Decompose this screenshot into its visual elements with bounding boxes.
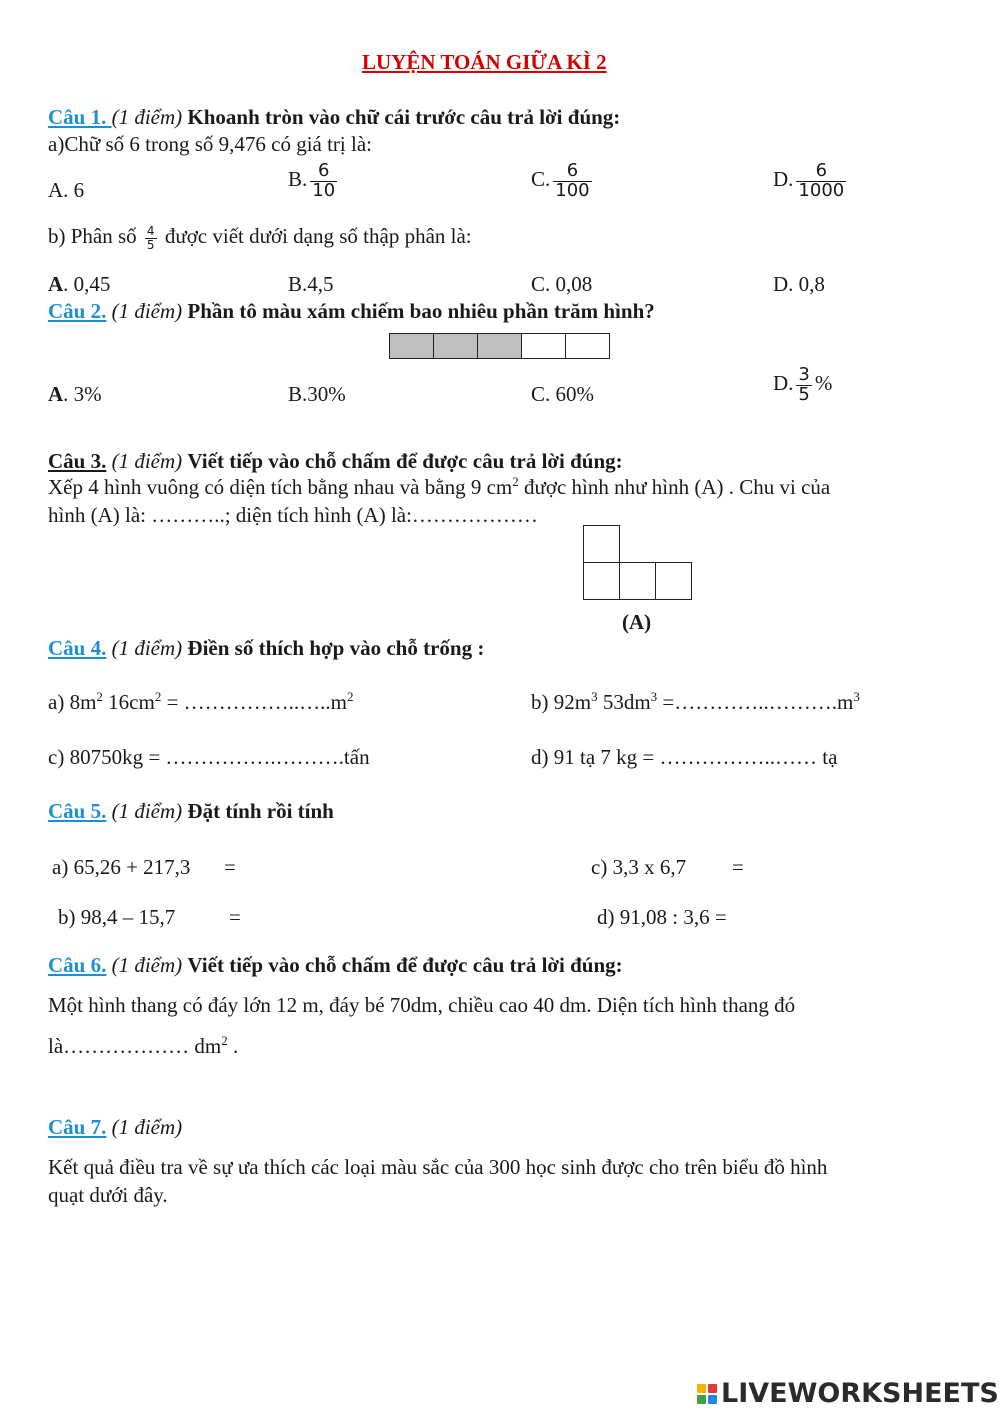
- square: [583, 525, 620, 563]
- q1-b-option-d[interactable]: D. 0,8: [773, 272, 825, 296]
- figure-a-label: (A): [622, 610, 652, 634]
- q3-header: [48, 449, 623, 474]
- shaded-bar-figure: [389, 333, 610, 359]
- q5-c: c) 3,3 x 6,7: [591, 855, 687, 879]
- q5-a-equals[interactable]: =: [224, 855, 236, 879]
- q4-d[interactable]: d) 91 tạ 7 kg = ……………..…… tạ: [531, 745, 838, 769]
- q1-b-text-post: được viết dưới dạng số thập phân là:: [164, 224, 472, 248]
- q2-header: [48, 299, 655, 324]
- q5-c-equals[interactable]: =: [732, 855, 744, 879]
- q2-option-c[interactable]: C. 60%: [531, 382, 594, 406]
- q1-a-option-a[interactable]: A. 6: [48, 178, 85, 202]
- q2-points: (1 điểm): [111, 299, 183, 323]
- q1-prompt: Khoanh tròn vào chữ cái trước câu trả lời đúng:: [187, 105, 621, 129]
- q4-header: [48, 636, 484, 661]
- q1-a-option-d-prefix: D.: [773, 167, 794, 192]
- q4-a[interactable]: a) $8m^2$ $16cm^2$ = $\dots\dots\dots\dots\dots..\dots..m^2$: [48, 689, 354, 714]
- unshaded-cell: [566, 334, 609, 358]
- q1-b-option-c[interactable]: C. 0,08: [531, 272, 593, 296]
- square: [583, 562, 620, 600]
- q1-a-option-c-fraction: $\frac{6}{100}$: [555, 160, 590, 201]
- q1-b-option-b[interactable]: B.4,5: [288, 272, 334, 296]
- q7-label: Câu 7.: [48, 1115, 107, 1139]
- logo-text: LIVEWORKSHEETS: [721, 1378, 999, 1409]
- q5-b-equals[interactable]: =: [229, 905, 241, 929]
- liveworksheets-logo: [697, 1378, 999, 1409]
- q3-line2: hình (A) là: ………..; diện tích hình (A) là:………………: [48, 503, 538, 527]
- q1-label: Câu 1.: [48, 105, 112, 129]
- q6-points: (1 điểm): [111, 953, 183, 977]
- q1-a-option-c-prefix: C.: [531, 167, 551, 192]
- q5-b: b) 98,4 – 15,7: [58, 905, 176, 929]
- q2-prompt: Phần tô màu xám chiếm bao nhiêu phần trăm hình?: [187, 299, 655, 323]
- q6-line2[interactable]: là……………… $dm^2$ .: [48, 1033, 239, 1058]
- q4-prompt: Điền số thích hợp vào chỗ trống :: [187, 636, 485, 660]
- square: [619, 562, 656, 600]
- q5-label: Câu 5.: [48, 799, 107, 823]
- unshaded-cell: [522, 334, 566, 358]
- q1-a-text: a)Chữ số 6 trong số 9,476 có giá trị là:: [48, 132, 373, 156]
- q2-label: Câu 2.: [48, 299, 107, 323]
- q4-points: (1 điểm): [111, 636, 183, 660]
- q1-a-option-b-fraction: $\frac{6}{10}$: [312, 160, 336, 201]
- q1-a-option-b-prefix: B.: [288, 167, 308, 192]
- q1-b-fraction: $\frac{4}{5}$: [146, 224, 155, 252]
- q1-a-option-d[interactable]: [773, 162, 849, 201]
- q1-header: [48, 105, 620, 130]
- q5-prompt: Đặt tính rồi tính: [187, 799, 334, 823]
- q1-points: (1 điểm): [111, 105, 183, 129]
- q5-points: (1 điểm): [111, 799, 183, 823]
- q1-a-option-d-fraction: $\frac{6}{1000}$: [798, 160, 845, 201]
- q2-option-d-suffix: %: [814, 371, 833, 396]
- q1-a-option-b[interactable]: [288, 162, 340, 201]
- shaded-cell: [434, 334, 478, 358]
- q7-line2: quạt dưới đây.: [48, 1183, 168, 1207]
- q3-prompt: Viết tiếp vào chỗ chấm để được câu trả lời đúng:: [187, 449, 623, 473]
- q5-header: [48, 799, 334, 824]
- q6-header: [48, 953, 623, 978]
- q2-option-b[interactable]: B.30%: [288, 382, 346, 406]
- q1-b-option-a[interactable]: A. 0,45: [48, 272, 111, 296]
- q7-line1: Kết quả điều tra về sự ưa thích các loại màu sắc của 300 học sinh được cho trên biểu đồ hình: [48, 1155, 828, 1179]
- q4-label: Câu 4.: [48, 636, 107, 660]
- liveworksheets-icon: [697, 1384, 717, 1404]
- q4-c[interactable]: c) 80750kg = …………….……….tấn: [48, 745, 370, 769]
- q1-b-text: [48, 224, 472, 251]
- q2-option-d-fraction: $\frac{3}{5}$: [798, 364, 810, 405]
- square: [655, 562, 692, 600]
- q6-prompt: Viết tiếp vào chỗ chấm để được câu trả lời đúng:: [187, 953, 623, 977]
- shaded-cell: [478, 334, 522, 358]
- q3-label: Câu 3.: [48, 449, 107, 473]
- q6-label: Câu 6.: [48, 953, 107, 977]
- q2-option-a[interactable]: A. 3%: [48, 382, 102, 406]
- q6-line1: Một hình thang có đáy lớn 12 m, đáy bé 70dm, chiều cao 40 dm. Diện tích hình thang đó: [48, 993, 796, 1017]
- page-title: LUYỆN TOÁN GIỮA KÌ 2: [362, 50, 607, 74]
- q4-b[interactable]: b) $92m^3$ $53dm^3$ $=\dots\dots\dots\dots..\dots\dots\dots.m^3$: [531, 689, 860, 714]
- q2-option-d-prefix: D.: [773, 371, 794, 396]
- q7-points: (1 điểm): [111, 1115, 183, 1139]
- q5-d[interactable]: d) 91,08 : 3,6 =: [597, 905, 727, 929]
- q7-header: [48, 1115, 182, 1140]
- q5-a: a) 65,26 + 217,3: [52, 855, 191, 879]
- q1-a-option-c[interactable]: [531, 162, 595, 201]
- q2-option-d[interactable]: [773, 366, 832, 405]
- q1-b-text-pre: b) Phân số: [48, 224, 137, 248]
- q3-line1: Xếp 4 hình vuông có diện tích bằng nhau và bằng 9 $cm^2$ được hình như hình (A) . Chu vi của: [48, 474, 831, 499]
- shaded-cell: [390, 334, 434, 358]
- q3-points: (1 điểm): [111, 449, 183, 473]
